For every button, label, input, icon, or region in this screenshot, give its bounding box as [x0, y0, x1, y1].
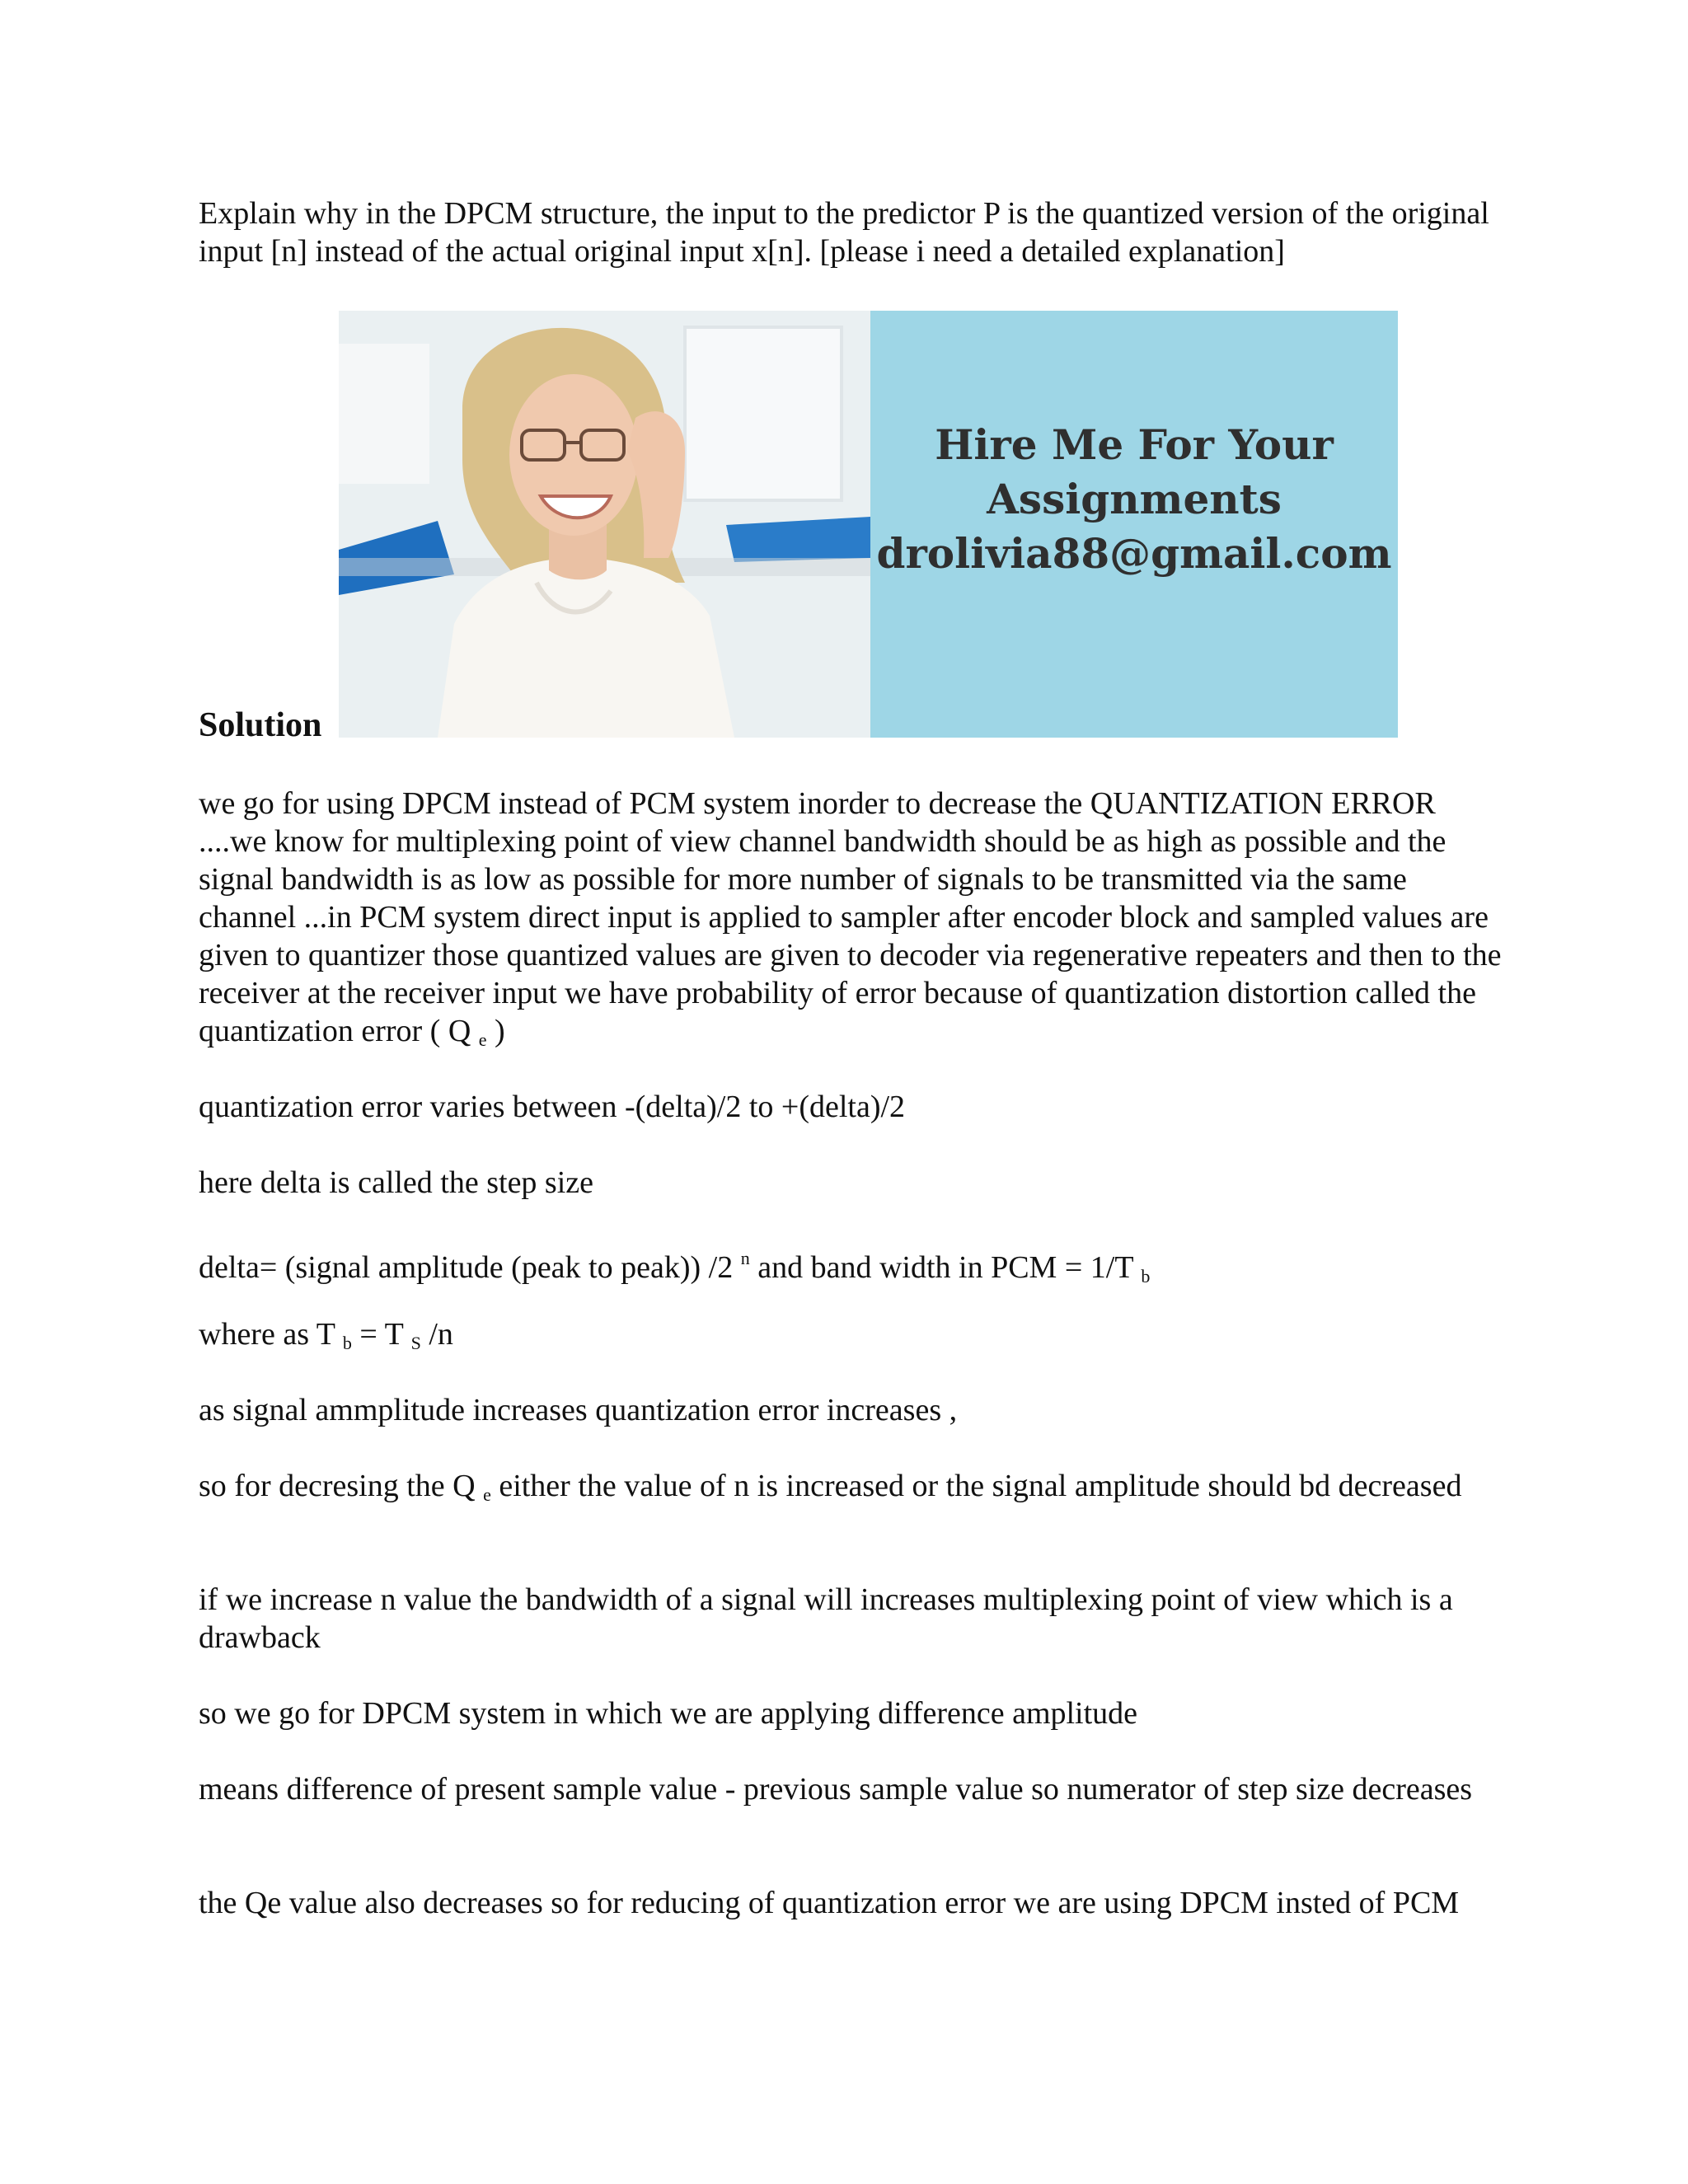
woman-photo	[339, 311, 870, 738]
ad-email: drolivia88@gmail.com	[876, 529, 1392, 578]
paragraph-amplitude: as signal ammplitude increases quantization error increases ,	[199, 1393, 958, 1427]
paragraph-delta-formula	[199, 1240, 1509, 1296]
paragraph-dpcm-system: so we go for DPCM system in which we are applying difference amplitude	[199, 1696, 1138, 1731]
paragraph-difference: means difference of present sample value - previous sample value so numerator of step size decreases	[199, 1772, 1473, 1807]
paragraph-intro	[199, 785, 1509, 1059]
text-part: so for decresing the Q	[199, 1469, 484, 1503]
paragraph-intro-tail: )	[486, 1014, 505, 1048]
ad-line-1: Hire Me For Your	[935, 420, 1334, 469]
subscript: e	[478, 1029, 487, 1050]
formula-part: = T	[351, 1317, 411, 1352]
advertisement-image	[339, 311, 1398, 738]
paragraph-intro-text: we go for using DPCM instead of PCM system inorder to decrease the QUANTIZATION ERROR ....we know for multiplexing point of view channel bandwidth should be as high as possible and the signal bandwidth is as low as possible for more number of signals to be transmitted via the same channel ...in PCM system direct input is applied to sampler after encoder block and sampled values are given to quantizer those quantized values are given to decoder via regenerative repeaters and then to the receiver at the receiver input we have probability of error because of quantization distortion called the quantization error ( Q	[199, 786, 1502, 1048]
ad-banner	[870, 311, 1398, 738]
formula-part: where as T	[199, 1317, 343, 1352]
subscript: b	[1141, 1266, 1151, 1286]
formula-part: delta= (signal amplitude (peak to peak)) /2	[199, 1250, 741, 1285]
formula-part: and band width in PCM = 1/T	[749, 1250, 1142, 1285]
ad-line-2: Assignments	[987, 475, 1282, 523]
paragraph-decreasing-qe	[199, 1467, 1509, 1514]
question-text: Explain why in the DPCM structure, the input to the predictor P is the quantized version of the original input [n] instead of the actual original input x[n]. [please i need a detailed explanation]	[199, 196, 1489, 269]
paragraph-conclusion: the Qe value also decreases so for reducing of quantization error we are using DPCM insted of PCM	[199, 1886, 1460, 1920]
paragraph-drawback: if we increase n value the bandwidth of a signal will increases multiplexing point of view which is a drawback	[199, 1582, 1453, 1655]
subscript: e	[483, 1484, 491, 1505]
subscript: S	[410, 1333, 421, 1353]
paragraph-error-range: quantization error varies between -(delta)/2 to +(delta)/2	[199, 1090, 906, 1124]
paragraph-step-size: here delta is called the step size	[199, 1165, 594, 1200]
woman-illustration	[339, 311, 870, 738]
paragraph-tb-formula	[199, 1315, 1509, 1362]
ad-text	[870, 418, 1398, 581]
formula-part: /n	[420, 1317, 453, 1352]
text-part: either the value of n is increased or the signal amplitude should bd decreased	[490, 1469, 1462, 1503]
superscript: n	[740, 1248, 750, 1268]
subscript: b	[342, 1333, 352, 1353]
solution-heading: Solution	[199, 706, 322, 744]
